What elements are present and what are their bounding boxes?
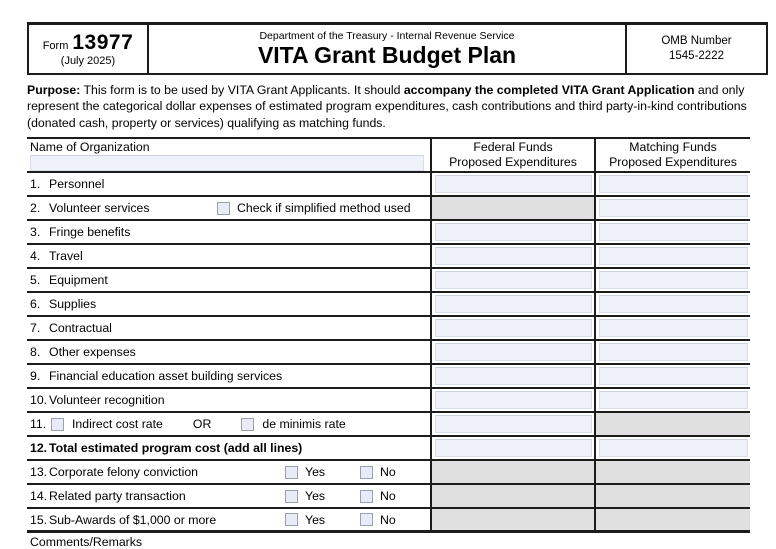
- matching-cell: [594, 365, 750, 387]
- form-header: [27, 22, 768, 75]
- or-label: OR: [192, 417, 212, 431]
- purpose-text-2: and only represent the categorical dollar expenses of estimated program expenditures, cash contributions and third party-in-kind contributions (donated cash, property or services) qualifying as matching funds.: [27, 83, 747, 130]
- row-label: Travel: [49, 249, 83, 263]
- contractual-matching-input[interactable]: [599, 319, 748, 337]
- other-expenses-federal-input[interactable]: [435, 343, 592, 361]
- purpose-label: Purpose:: [27, 83, 81, 97]
- federal-cell: [430, 413, 594, 435]
- form-word: Form: [42, 40, 69, 52]
- row-number: 3.: [30, 225, 41, 239]
- table-row-sub-awards: [27, 509, 750, 533]
- form-revision: (July 2025): [60, 55, 116, 67]
- table-row-personnel: [27, 173, 750, 197]
- organization-name-input[interactable]: [30, 155, 424, 171]
- no-label: No: [380, 489, 396, 503]
- matching-cell: [594, 341, 750, 363]
- purpose-text-1: This form is to be used by VITA Grant Applicants. It should: [83, 83, 401, 97]
- table-header-row: [27, 139, 750, 173]
- federal-cell: [430, 389, 594, 411]
- felony-no-checkbox[interactable]: [360, 466, 373, 479]
- form-page: [27, 22, 768, 549]
- matching-cell-shaded: [594, 461, 750, 483]
- fringe-benefits-matching-input[interactable]: [599, 223, 748, 241]
- table-row-volunteer-services: [27, 197, 750, 221]
- table-row-equipment: [27, 269, 750, 293]
- row-label: Sub-Awards of $1,000 or more: [49, 512, 217, 527]
- row-label: Corporate felony conviction: [49, 465, 199, 479]
- federal-cell: [430, 341, 594, 363]
- federal-cell-shaded: [430, 197, 594, 219]
- total-federal-input[interactable]: [435, 439, 592, 457]
- equipment-federal-input[interactable]: [435, 271, 592, 289]
- indirect-cost-federal-input[interactable]: [435, 415, 592, 433]
- table-row-fringe-benefits: [27, 221, 750, 245]
- total-matching-input[interactable]: [599, 439, 748, 457]
- sub-awards-yes-checkbox[interactable]: [285, 513, 298, 526]
- volunteer-services-matching-input[interactable]: [599, 199, 748, 217]
- row-number: 6.: [30, 297, 41, 311]
- row-number: 8.: [30, 345, 41, 359]
- table-row-volunteer-recognition: [27, 389, 750, 413]
- indirect-cost-rate-checkbox[interactable]: [51, 418, 64, 431]
- row-number: 9.: [30, 369, 41, 383]
- federal-cell: [430, 317, 594, 339]
- matching-funds-header: [594, 139, 750, 171]
- row-number: 11.: [30, 417, 47, 431]
- purpose-paragraph: [27, 82, 766, 135]
- budget-table: [27, 137, 750, 533]
- matching-header-line2: Proposed Expenditures: [609, 155, 737, 169]
- row-number: 13.: [30, 465, 48, 479]
- de-minimis-rate-checkbox[interactable]: [241, 418, 254, 431]
- federal-cell-shaded: [430, 461, 594, 483]
- federal-funds-header: [430, 139, 594, 171]
- matching-cell: [594, 221, 750, 243]
- table-row-other-expenses: [27, 341, 750, 365]
- table-row-indirect-cost: [27, 413, 750, 437]
- federal-cell: [430, 269, 594, 291]
- matching-cell-shaded: [594, 485, 750, 507]
- row-number: 2.: [30, 201, 41, 215]
- travel-matching-input[interactable]: [599, 247, 748, 265]
- agency-line: Department of the Treasury - Internal Revenue Service: [259, 29, 515, 42]
- matching-cell: [594, 173, 750, 195]
- row-number: 7.: [30, 321, 41, 335]
- supplies-federal-input[interactable]: [435, 295, 592, 313]
- row-label: Volunteer recognition: [49, 393, 165, 407]
- travel-federal-input[interactable]: [435, 247, 592, 265]
- matching-cell-shaded: [594, 413, 750, 435]
- matching-cell: [594, 197, 750, 219]
- matching-header-line1: Matching Funds: [629, 139, 717, 154]
- comments-remarks-label: Comments/Remarks: [30, 535, 143, 549]
- supplies-matching-input[interactable]: [599, 295, 748, 313]
- related-party-yes-checkbox[interactable]: [285, 490, 298, 503]
- table-row-felony-conviction: [27, 461, 750, 485]
- fringe-benefits-federal-input[interactable]: [435, 223, 592, 241]
- matching-cell: [594, 317, 750, 339]
- yes-label: Yes: [305, 489, 326, 503]
- table-row-related-party: [27, 485, 750, 509]
- row-number: 10.: [30, 393, 48, 407]
- table-row-total: [27, 437, 750, 461]
- financial-education-matching-input[interactable]: [599, 367, 748, 385]
- federal-header-line1: Federal Funds: [473, 139, 553, 154]
- row-number: 4.: [30, 249, 41, 263]
- row-label: Contractual: [49, 321, 112, 335]
- federal-cell: [430, 173, 594, 195]
- personnel-matching-input[interactable]: [599, 175, 748, 193]
- organization-header-cell: [27, 139, 430, 171]
- sub-awards-no-checkbox[interactable]: [360, 513, 373, 526]
- row-label: Personnel: [49, 177, 105, 191]
- table-row-contractual: [27, 317, 750, 341]
- table-row-supplies: [27, 293, 750, 317]
- federal-cell: [430, 365, 594, 387]
- row-number: 12.: [30, 441, 48, 455]
- row-label: Related party transaction: [49, 489, 186, 503]
- federal-header-line2: Proposed Expenditures: [449, 155, 577, 169]
- other-expenses-matching-input[interactable]: [599, 343, 748, 361]
- yes-label: Yes: [305, 465, 326, 479]
- federal-cell-shaded: [430, 485, 594, 507]
- simplified-method-label: Check if simplified method used: [237, 201, 411, 215]
- no-label: No: [380, 512, 396, 527]
- matching-cell: [594, 437, 750, 459]
- indirect-cost-rate-label: Indirect cost rate: [72, 417, 163, 431]
- row-label: Total estimated program cost (add all lines): [49, 441, 303, 455]
- table-row-travel: [27, 245, 750, 269]
- row-number: 14.: [30, 489, 48, 503]
- federal-cell: [430, 221, 594, 243]
- row-number: 15.: [30, 512, 48, 527]
- volunteer-recognition-matching-input[interactable]: [599, 391, 748, 409]
- row-number: 1.: [30, 177, 41, 191]
- form-number-block: [29, 25, 149, 73]
- federal-cell: [430, 437, 594, 459]
- row-label: Volunteer services: [49, 201, 150, 215]
- matching-cell: [594, 389, 750, 411]
- related-party-no-checkbox[interactable]: [360, 490, 373, 503]
- table-row-financial-education: [27, 365, 750, 389]
- equipment-matching-input[interactable]: [599, 271, 748, 289]
- omb-number: 1545-2222: [669, 50, 724, 62]
- form-number: 13977: [72, 31, 134, 54]
- purpose-bold-text: accompany the completed VITA Grant Application: [403, 83, 695, 97]
- de-minimis-rate-label: de minimis rate: [262, 417, 346, 431]
- federal-cell: [430, 293, 594, 315]
- financial-education-federal-input[interactable]: [435, 367, 592, 385]
- federal-cell-shaded: [430, 509, 594, 530]
- row-label: Financial education asset building services: [49, 369, 283, 383]
- form-title: VITA Grant Budget Plan: [257, 41, 517, 68]
- matching-cell-shaded: [594, 509, 750, 530]
- organization-label: Name of Organization: [30, 140, 150, 154]
- matching-cell: [594, 269, 750, 291]
- matching-cell: [594, 293, 750, 315]
- row-number: 5.: [30, 273, 41, 287]
- felony-yes-checkbox[interactable]: [285, 466, 298, 479]
- row-label: Equipment: [49, 273, 108, 287]
- row-label: Fringe benefits: [49, 225, 131, 239]
- matching-cell: [594, 245, 750, 267]
- yes-label: Yes: [305, 512, 326, 527]
- row-label: Supplies: [49, 297, 97, 311]
- federal-cell: [430, 245, 594, 267]
- form-title-block: [149, 25, 627, 73]
- volunteer-recognition-federal-input[interactable]: [435, 391, 592, 409]
- contractual-federal-input[interactable]: [435, 319, 592, 337]
- personnel-federal-input[interactable]: [435, 175, 592, 193]
- omb-label: OMB Number: [661, 35, 732, 48]
- no-label: No: [380, 465, 396, 479]
- row-label: Other expenses: [49, 345, 136, 359]
- simplified-method-checkbox[interactable]: [217, 202, 230, 215]
- omb-block: [627, 25, 766, 73]
